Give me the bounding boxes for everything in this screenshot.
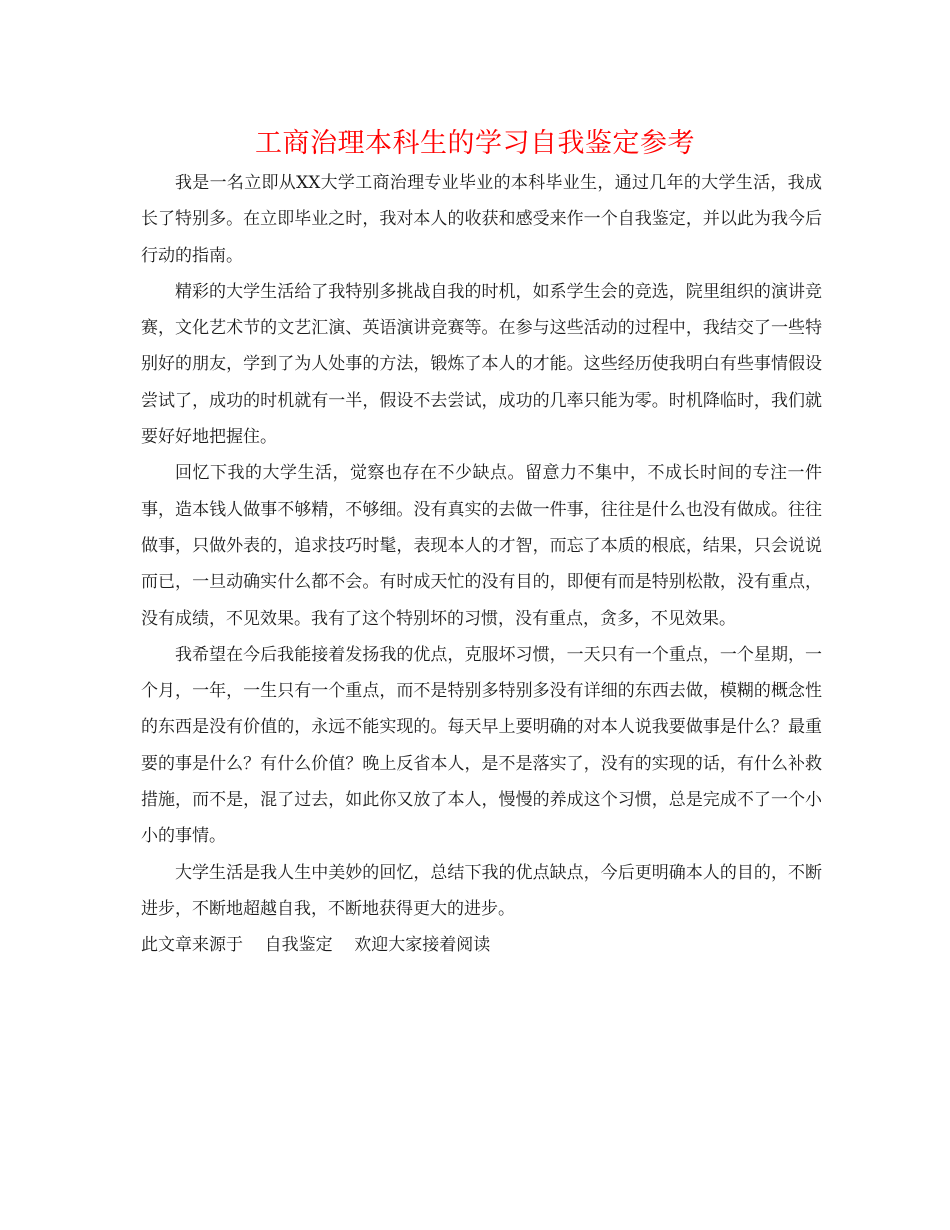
paragraph-1: 我是一名立即从XX大学工商治理专业毕业的本科毕业生，通过几年的大学生活，我成长了特别多。在立即毕业之时，我对本人的收获和感受来作一个自我鉴定，并以此为我今后行动的指南。	[141, 173, 822, 266]
welcome-text: 欢迎大家接着阅读	[354, 935, 491, 956]
paragraph-4: 我希望在今后我能接着发扬我的优点，克服坏习惯，一天只有一个重点，一个星期，一个月，一年，一生只有一个重点，而不是特别多特别多没有详细的东西去做，模糊的概念性的东西是没有价值的，永远不能实现的。每天早上要明确的对本人说我要做事是什么？最重要的事是什么？有什么价值？晚上反省本人，是不是落实了，没有的实现的话，有什么补救措施，而不是，混了过去，如此你又放了本人，慢慢的养成这个习惯，总是完成不了一个小小的事情。	[141, 644, 822, 847]
paragraph-3: 回忆下我的大学生活，觉察也存在不少缺点。留意力不集中，不成长时间的专注一件事，造本钱人做事不够精，不够细。没有真实的去做一件事，往往是什么也没有做成。往往做事，只做外表的，追求技巧时髦，表现本人的才智，而忘了本质的根底，结果，只会说说而已，一旦动确实什么都不会。有时成天忙的没有目的，即便有而是特别松散，没有重点，没有成绩，不见效果。我有了这个特别坏的习惯，没有重点，贪多，不见效果。	[141, 463, 822, 629]
paragraph-5: 大学生活是我人生中美妙的回忆，总结下我的优点缺点，今后更明确本人的目的，不断进步，不断地超越自我，不断地获得更大的进步。	[141, 862, 822, 919]
source-text: 此文章来源于	[141, 935, 243, 956]
paragraph-2: 精彩的大学生活给了我特别多挑战自我的时机，如系学生会的竞选，院里组织的演讲竞赛，文化艺术节的文艺汇演、英语演讲竞赛等。在参与这些活动的过程中，我结交了一些特别好的朋友，学到了为人处事的方法，锻炼了本人的才能。这些经历使我明白有些事情假设尝试了，成功的时机就有一半，假设不去尝试，成功的几率只能为零。时机降临时，我们就要好好地把握住。	[141, 281, 822, 448]
document-title: 工商治理本科生的学习自我鉴定参考	[255, 128, 695, 159]
document-body	[141, 165, 822, 964]
source-category: 自我鉴定	[264, 935, 333, 956]
source-footer	[141, 927, 822, 963]
